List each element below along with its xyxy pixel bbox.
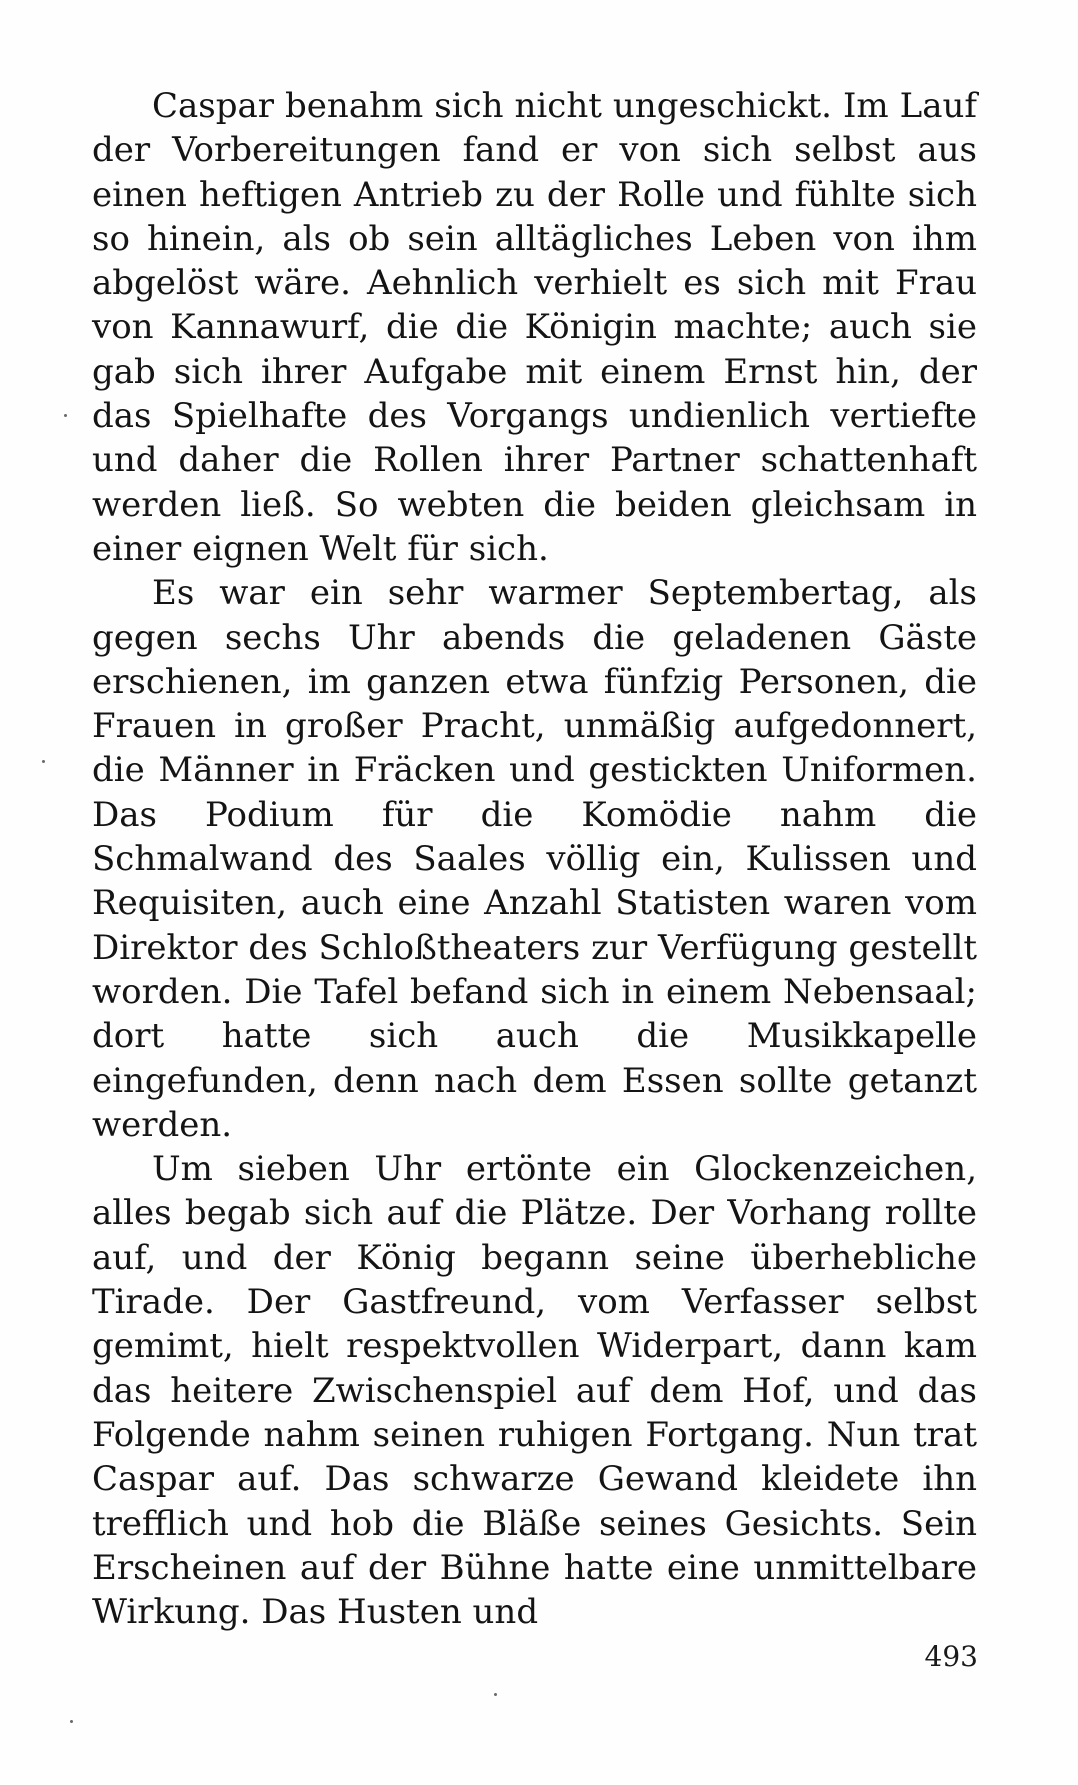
page-number: 493 (924, 1640, 978, 1673)
paper-speck (494, 1693, 497, 1696)
paper-speck (64, 414, 67, 417)
paragraph-3: Um sieben Uhr ertönte ein Glockenzeichen, alles begab sich auf die Plätze. Der Vorhang rollte auf, und der König begann seine überhebliche Tirade. Der Gastfreund, vom Verfasser selbst gemimt, hielt respektvollen Widerpart, dann kam das heitere Zwischenspiel auf dem Hof, und das Folgende nahm seinen ruhigen Fortgang. Nun trat Caspar auf. Das schwarze Gewand kleidete ihn trefflich und hob die Bläße seines Gesichts. Sein Erscheinen auf der Bühne hatte eine unmittelbare Wirkung. Das Husten und (92, 1149, 977, 1633)
paragraph-1: Caspar benahm sich nicht ungeschickt. Im Lauf der Vorbereitungen fand er von sich selbst aus einen heftigen Antrieb zu der Rolle und fühlte sich so hinein, als ob sein alltägliches Leben von ihm abgelöst wäre. Aehnlich verhielt es sich mit Frau von Kannawurf, die die Königin machte; auch sie gab sich ihrer Aufgabe mit einem Ernst hin, der das Spielhafte des Vorgangs undienlich vertiefte und daher die Rollen ihrer Partner schattenhaft werden ließ. So webten die beiden gleichsam in einer eignen Welt für sich. (92, 86, 977, 569)
body-text (92, 84, 977, 1634)
paragraph-2: Es war ein sehr warmer Septembertag, als gegen sechs Uhr abends die geladenen Gäste erschienen, im ganzen etwa fünfzig Personen, die Frauen in großer Pracht, unmäßig aufgedonnert, die Männer in Fräcken und gestickten Uniformen. Das Podium für die Komödie nahm die Schmalwand des Saales völlig ein, Kulissen und Requisiten, auch eine Anzahl Statisten waren vom Direktor des Schloßtheaters zur Verfügung gestellt worden. Die Tafel befand sich in einem Nebensaal; dort hatte sich auch die Musikkapelle eingefunden, denn nach dem Essen sollte getanzt werden. (92, 573, 977, 1145)
paper-speck (42, 760, 45, 763)
paper-speck (70, 1720, 73, 1723)
